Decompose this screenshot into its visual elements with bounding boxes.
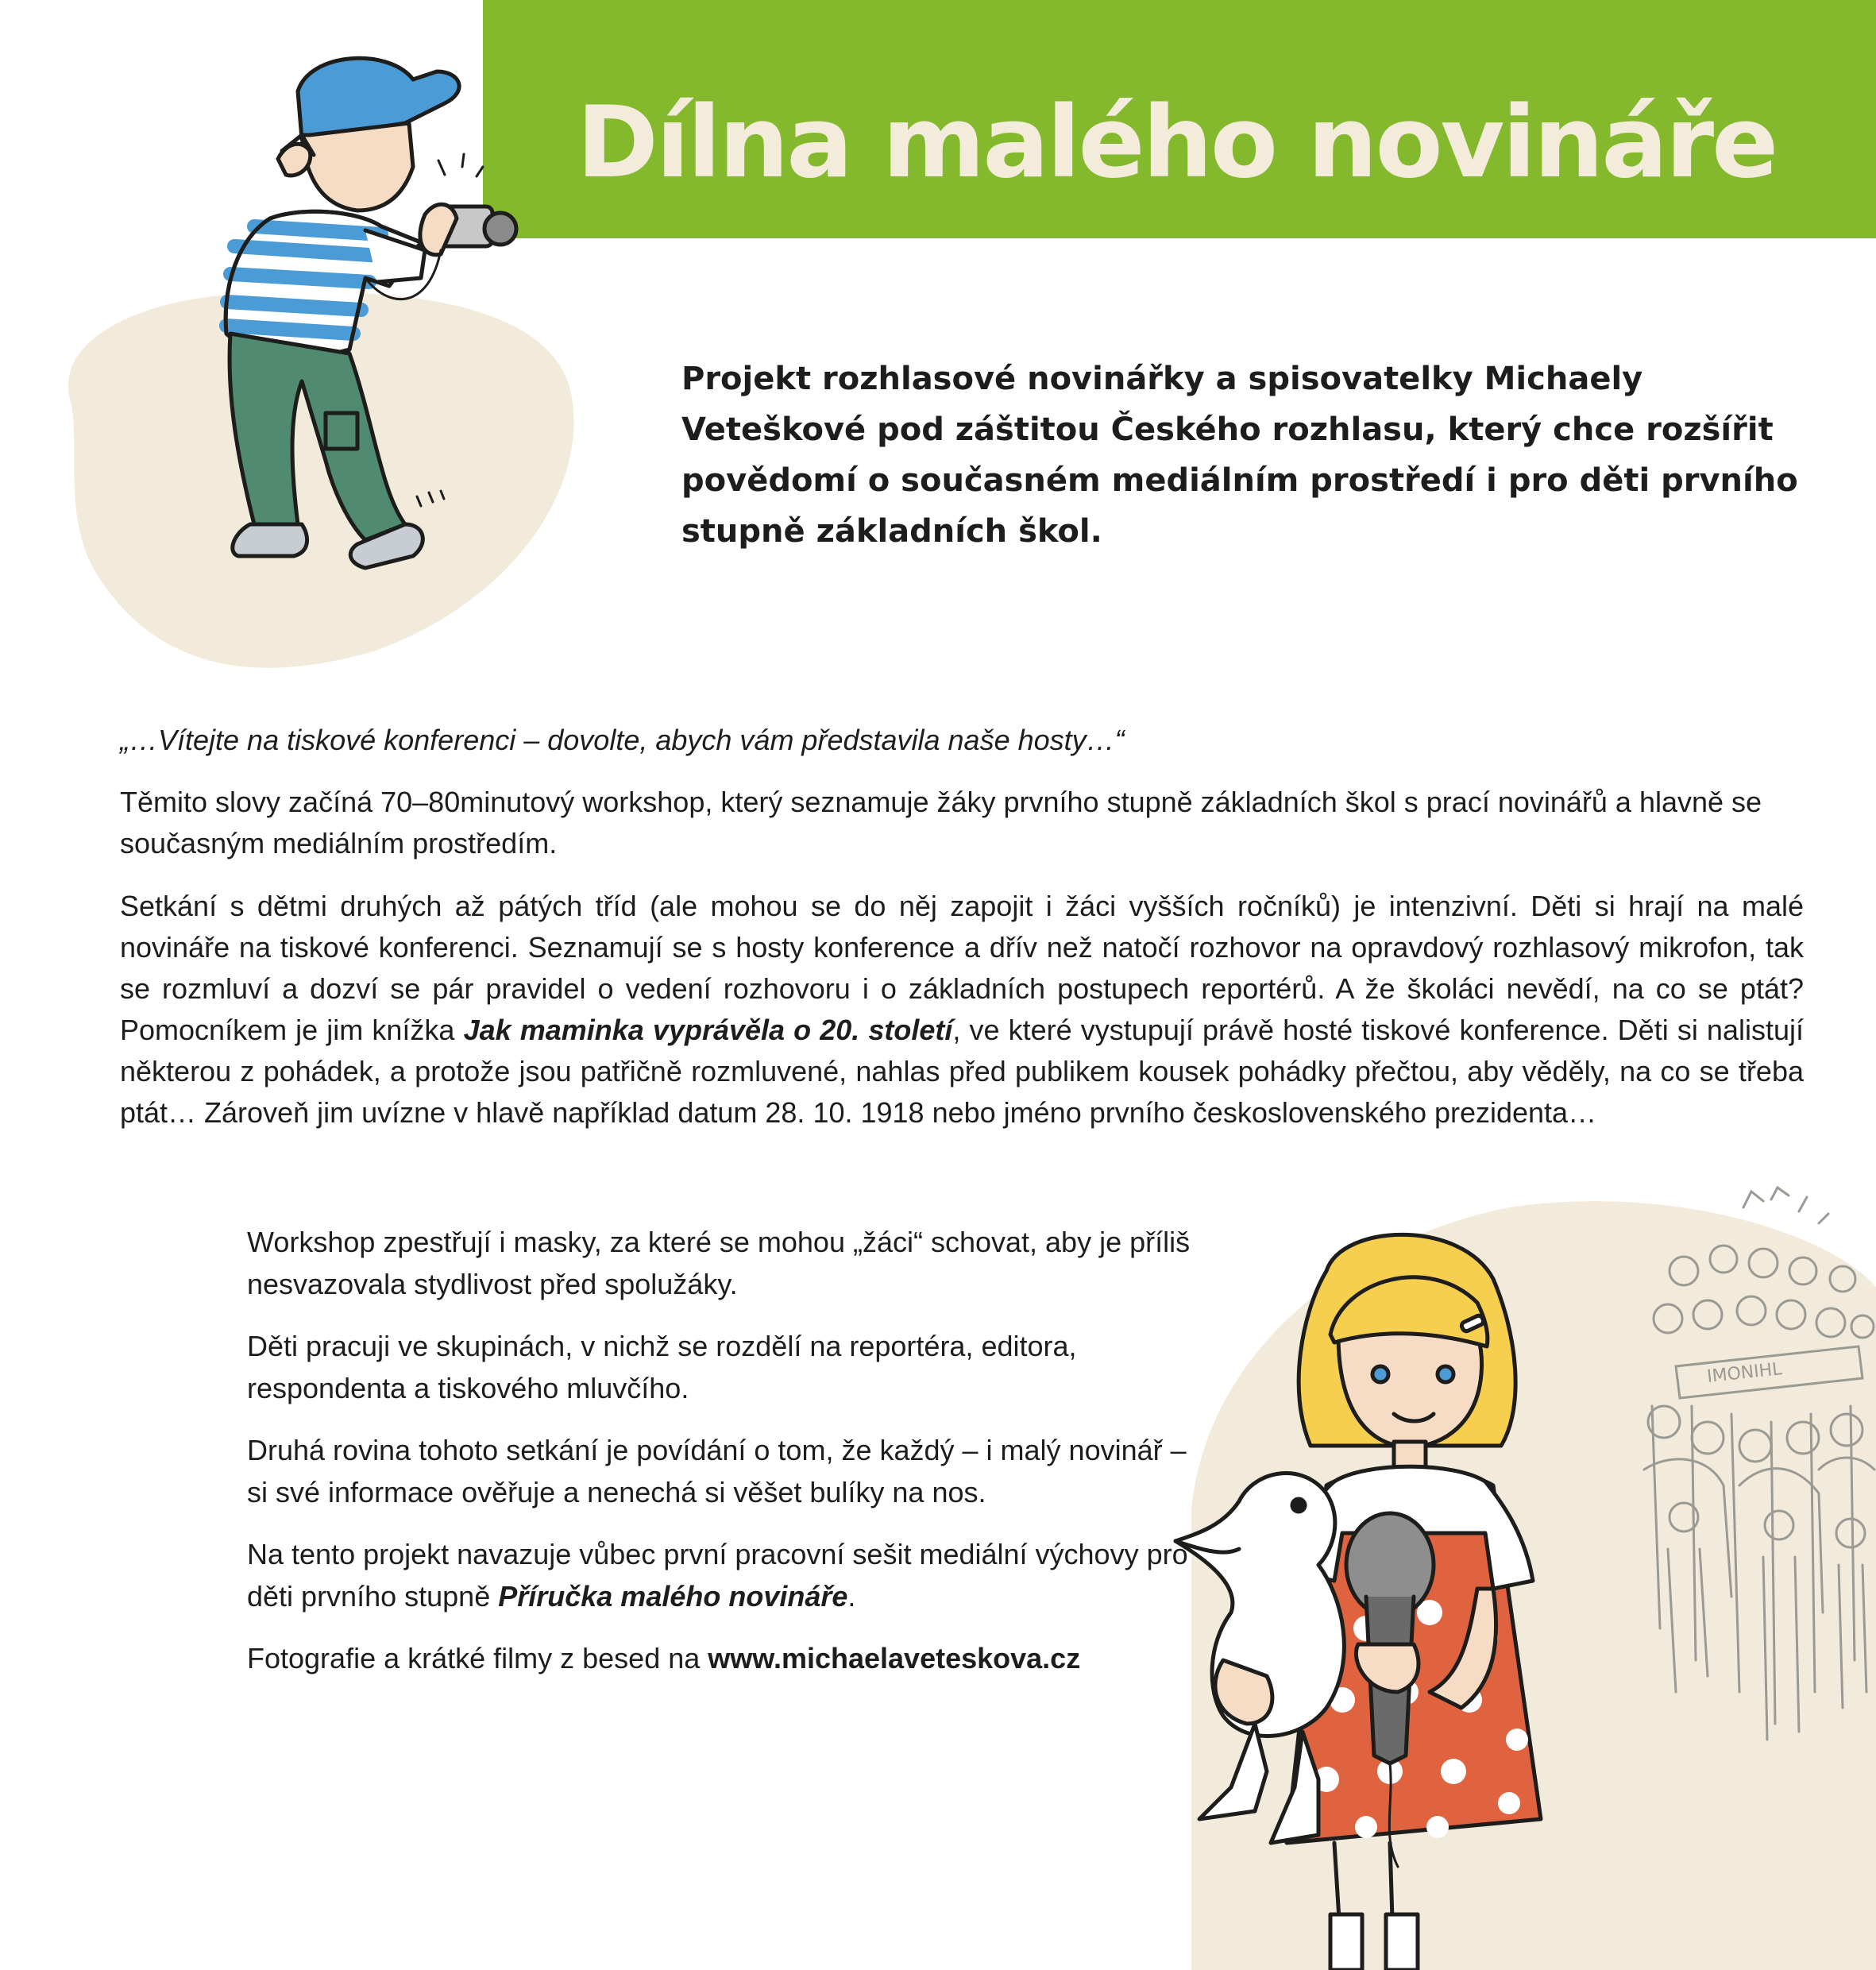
paragraph-photos-text: Fotografie a krátké filmy z besed na (247, 1642, 708, 1674)
website-link[interactable]: www.michaelaveteskova.cz (708, 1642, 1081, 1674)
boy-photographer-illustration (151, 48, 564, 620)
workbook-title: Příručka malého novináře (498, 1580, 848, 1613)
girl-with-microphone-and-duck-illustration (1128, 1215, 1684, 1970)
crowd-banner-text: IMONIHL (1706, 1359, 1783, 1387)
paragraph-workbook-text: Na tento projekt navazuje vůbec první pracovní sešit mediální výchovy pro děti prvního stupně (247, 1538, 1188, 1613)
paragraph-verify: Druhá rovina tohoto setkání je povídání o tom, že každý – i malý novinář – si své informace ověřuje a nenechá si věšet bulíky na nos. (247, 1434, 1187, 1508)
page-title: Dílna malého novináře (577, 86, 1777, 200)
paragraph-workbook-end: . (847, 1580, 856, 1613)
paragraph-photos (247, 1637, 1200, 1679)
book-title: Jak maminka vyprávěla o 20. století (463, 1014, 953, 1046)
lower-column (247, 1221, 1200, 1699)
paragraph-meeting (120, 886, 1804, 1134)
quote-text: „…Vítejte na tiskové konferenci – dovolte, abych vám představila naše hosty…“ (120, 724, 1125, 756)
paragraph-meeting-text: Setkání s dětmi druhých až pátých tříd (ale mohou se do něj zapojit i žáci vyšších ročníků) je intenzivní. Děti si hrají na malé novináře na tiskové konferenci. Seznamují se s hosty konference a dřív než natočí rozhovor na opravdový rozhlasový mikrofon, tak se rozmluví a dozví se pár pravidel o vedení rozhovoru i o základních postupech reportérů. A že školáci nevědí, na co se ptát? Pomocníkem je jim knížka (120, 890, 1804, 1046)
paragraph-groups: Děti pracuji ve skupinách, v nichž se rozdělí na reportéra, editora, respondenta a tiskového mluvčího. (247, 1330, 1077, 1404)
paragraph-workshop: Těmito slovy začíná 70–80minutový workshop, který seznamuje žáky prvního stupně základních škol s prací novinářů a hlavně se současným mediálním prostředím. (120, 786, 1762, 859)
paragraph-meeting-text-end: , ve které vystupují právě hosté tiskové konference. Děti si nalistují některou z pohádek, a protože jsou patřičně rozmluvené, nahlas před publikem kousek pohádky přečtou, aby věděly, na co se třeba ptát… Zároveň jim uvízne v hlavě například datum 28. 10. 1918 nebo jméno prvního československého prezidenta… (120, 1014, 1804, 1129)
paragraph-masks: Workshop zpestřují i masky, za které se mohou „žáci“ schovat, aby je příliš nesvazovala stydlivost před spolužáky. (247, 1226, 1191, 1300)
paragraph-workbook (247, 1533, 1200, 1617)
intro-text: Projekt rozhlasové novinářky a spisovatelky Michaely Veteškové pod záštitou Českého rozhlasu, který chce rozšířit povědomí o současném mediálním prostředí i pro děti prvního stupně základních škol. (681, 361, 1798, 550)
